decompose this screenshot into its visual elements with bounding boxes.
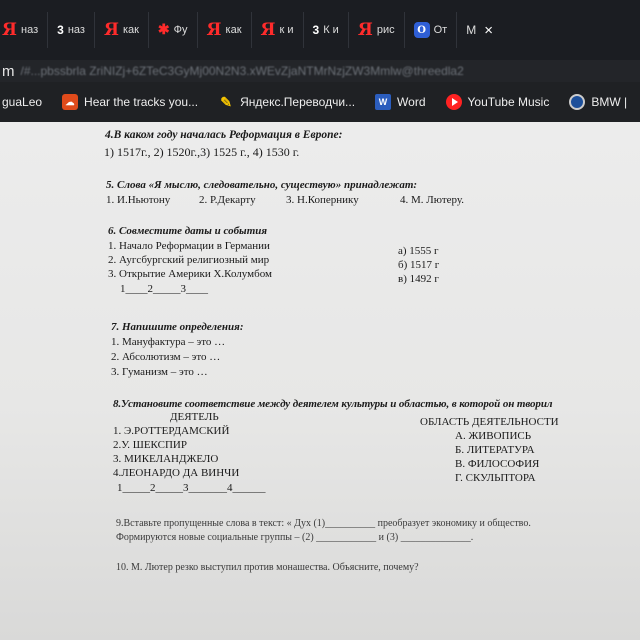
tab-title: рис	[376, 24, 395, 36]
question-8-header-left: ДЕЯТЕЛЬ	[170, 411, 219, 423]
tab-title: наз	[21, 24, 39, 36]
bookmark-label: Hear the tracks you...	[84, 95, 199, 109]
question-9-line-1: 9.Вставьте пропущенные слова в текст: « Дух (1)__________ преобразует экономику и общество.	[116, 518, 531, 529]
bookmark-word[interactable]	[365, 94, 435, 110]
yandex-translate-icon: ✎	[220, 93, 232, 110]
bookmark-youtube-music[interactable]	[436, 94, 560, 110]
yandex-icon: Я	[260, 20, 276, 40]
address-bar[interactable]	[0, 60, 640, 82]
tab-title: как	[225, 24, 242, 36]
tab-favicon-icon: 3	[312, 23, 320, 37]
browser-tab[interactable]	[0, 12, 48, 48]
question-6-date-b: б) 1517 г	[398, 259, 440, 271]
bookmark-yandex-translate[interactable]	[208, 94, 365, 110]
bookmark-lingualeo[interactable]	[0, 95, 52, 109]
browser-tab[interactable]	[198, 12, 252, 48]
question-8-person-4: 4.ЛЕОНАРДО ДА ВИНЧИ	[113, 467, 240, 479]
yandex-icon: Я	[2, 20, 17, 40]
tab-title: К и	[323, 24, 339, 36]
tab-title: как	[122, 24, 139, 36]
question-6-event-3: 3. Открытие Америки Х.Колумбом	[108, 268, 272, 280]
question-9-line-2: Формируются новые социальные группы – (2) ____________ и (3) ______________.	[116, 532, 474, 543]
bookmark-label: YouTube Music	[467, 95, 550, 109]
yandex-icon: Я	[357, 20, 373, 40]
tab-favicon-icon: 3	[57, 23, 64, 37]
question-10-text: 10. М. Лютер резко выступил против монашества. Объясните, почему?	[116, 562, 419, 573]
browser-tab[interactable]	[252, 12, 304, 48]
browser-tab[interactable]	[149, 12, 198, 48]
question-6-event-2: 2. Аугсбургский религиозный мир	[108, 254, 270, 266]
question-6-date-a: а) 1555 г	[398, 245, 439, 257]
bookmarks-bar	[0, 82, 640, 122]
tab-title: к и	[279, 24, 294, 36]
bmw-icon	[569, 94, 585, 110]
question-5-option-3: 3. Н.Копернику	[286, 194, 359, 206]
bookmark-label: guaLeo	[2, 95, 43, 109]
bookmark-label: Word	[397, 95, 426, 109]
question-8-area-c: В. ФИЛОСОФИЯ	[455, 458, 540, 470]
question-6-event-1: 1. Начало Реформации в Германии	[108, 240, 270, 252]
question-7-title: 7. Напишите определения:	[111, 321, 244, 333]
tab-favicon-icon: ✱	[157, 22, 170, 38]
soundcloud-icon: ☁	[62, 94, 78, 110]
question-5-option-1: 1. И.Ньютону	[106, 194, 171, 206]
question-8-area-a: А. ЖИВОПИСЬ	[455, 430, 532, 442]
address-url[interactable]: /#...pbssbrla ZriNIZj+6ZTeC3GyMj00N2N3.xWEvZjaNTMrNzjZW3Mmlw@threedla2	[20, 64, 464, 78]
question-7-item-2: 2. Абсолютизм – это …	[111, 351, 221, 363]
bookmark-label: BMW |	[591, 95, 628, 109]
question-8-person-1: 1. Э.РОТТЕРДАМСКИЙ	[113, 425, 230, 437]
question-8-person-2: 2.У. ШЕКСПИР	[113, 439, 187, 451]
document-page	[0, 122, 640, 640]
browser-tab[interactable]	[95, 12, 149, 48]
question-5-option-4: 4. М. Лютеру.	[400, 194, 465, 206]
word-icon: W	[375, 94, 391, 110]
question-6-answer-line: 1____2_____3____	[120, 283, 208, 295]
yandex-icon: Я	[103, 20, 119, 40]
close-tab-icon[interactable]: ×	[484, 21, 493, 39]
address-prefix: m	[2, 62, 15, 80]
browser-tab-active[interactable]	[457, 12, 502, 48]
question-5-title: 5. Слова «Я мыслю, следовательно, существую» принадлежат:	[106, 179, 418, 191]
question-8-person-3: 3. МИКЕЛАНДЖЕЛО	[113, 453, 219, 465]
bookmark-bmw[interactable]	[559, 94, 637, 110]
bookmark-label: Яндекс.Переводчи...	[240, 95, 356, 109]
question-7-item-1: 1. Мануфактура – это …	[111, 336, 226, 348]
question-5-option-2: 2. Р.Декарту	[199, 194, 256, 206]
question-8-area-d: Г. СКУЛЬПТОРА	[455, 472, 536, 484]
gmail-icon: M	[466, 23, 477, 37]
yandex-icon: Я	[206, 20, 222, 40]
question-4-options: 1) 1517г., 2) 1520г.,3) 1525 г., 4) 1530 г.	[104, 145, 300, 159]
question-8-area-b: Б. ЛИТЕРАТУРА	[455, 444, 535, 456]
tab-title: Фу	[173, 24, 188, 36]
browser-tab[interactable]	[349, 12, 405, 48]
opera-icon: O	[414, 22, 430, 38]
browser-tab-bar	[0, 0, 640, 60]
question-6-title: 6. Совместите даты и события	[108, 225, 268, 237]
browser-tab[interactable]	[405, 12, 458, 48]
youtube-music-icon	[446, 94, 462, 110]
bookmark-soundcloud[interactable]	[52, 94, 208, 110]
question-7-item-3: 3. Гуманизм – это …	[111, 366, 208, 378]
tab-title: От	[433, 24, 448, 36]
question-4-title: 4.В каком году началась Реформация в Европе:	[105, 129, 343, 141]
question-8-header-right: ОБЛАСТЬ ДЕЯТЕЛЬНОСТИ	[420, 416, 559, 428]
tab-title: наз	[67, 24, 85, 36]
question-6-date-c: в) 1492 г	[398, 273, 439, 285]
browser-tab[interactable]	[304, 12, 349, 48]
question-8-title: 8.Установите соответствие между деятелем культуры и областью, в которой он творил	[113, 398, 553, 410]
question-8-answer-line: 1_____2_____3_______4______	[117, 482, 266, 494]
browser-tab[interactable]	[48, 12, 95, 48]
